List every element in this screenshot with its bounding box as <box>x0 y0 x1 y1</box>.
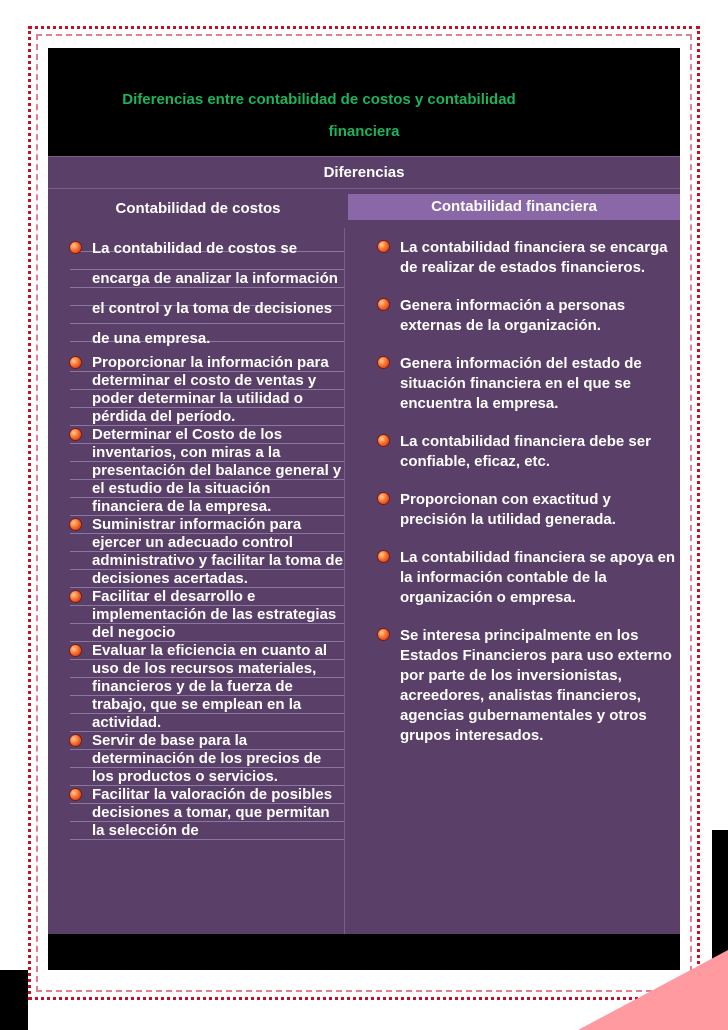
list-item <box>378 296 680 336</box>
title-line-1: Diferencias entre contabilidad de costos y contabilidad <box>122 91 516 108</box>
section-label: Diferencias <box>323 164 405 181</box>
list-item <box>378 490 680 530</box>
document-title <box>48 84 680 148</box>
list-item <box>70 732 344 786</box>
content-panel <box>48 48 680 970</box>
list-item <box>378 238 680 278</box>
bullet-icon <box>70 519 81 530</box>
list-item <box>70 516 344 588</box>
list-item <box>70 588 344 642</box>
right-item-text: La contabilidad financiera debe ser confiable, eficaz, etc. <box>400 433 651 470</box>
bullet-icon <box>378 299 389 310</box>
bullet-icon <box>378 629 389 640</box>
bullet-icon <box>378 357 389 368</box>
list-item <box>378 354 680 414</box>
list-item <box>70 426 344 516</box>
bullet-icon <box>70 429 81 440</box>
list-item <box>70 642 344 732</box>
bullet-icon <box>70 735 81 746</box>
comparison-body <box>48 228 680 934</box>
right-item-text: Genera información a personas externas de la organización. <box>400 297 626 334</box>
list-item <box>70 354 344 426</box>
bullet-icon <box>378 493 389 504</box>
right-item-text: Proporcionan con exactitud y precisión la utilidad generada. <box>400 491 616 528</box>
bullet-icon <box>378 241 389 252</box>
bullet-icon <box>70 789 81 800</box>
left-item-text: Suministrar información para ejercer un adecuado control administrativo y facilitar la toma de decisiones acertadas. <box>92 516 343 587</box>
bullet-icon <box>70 645 81 656</box>
left-item-text: Servir de base para la determinación de los precios de los productos o servicios. <box>92 732 322 785</box>
list-item <box>378 626 680 746</box>
list-item <box>70 786 344 840</box>
bullet-icon <box>378 551 389 562</box>
left-item-text: Evaluar la eficiencia en cuanto al uso de los recursos materiales, financieros y de la fuerza de trabajo, que se emplean en la actividad. <box>92 642 328 731</box>
right-item-text: La contabilidad financiera se encarga de realizar de estados financieros. <box>400 239 668 276</box>
left-item-text: Facilitar la valoración de posibles decisiones a tomar, que permitan la selección de <box>92 786 333 839</box>
bullet-icon <box>70 357 81 368</box>
left-item-text: Facilitar el desarrollo e implementación de las estrategias del negocio <box>92 588 337 641</box>
left-item-text: La contabilidad de costos se encarga de analizar la información el control y la toma de decisiones de una empresa. <box>92 240 338 347</box>
page-curl-corner <box>578 950 728 1030</box>
right-column-list <box>378 238 680 764</box>
bullet-icon <box>378 435 389 446</box>
list-item <box>70 234 344 354</box>
left-item-text: Proporcionar la información para determinar el costo de ventas y poder determinar la utilidad o pérdida del período. <box>92 354 329 425</box>
left-item-text: Determinar el Costo de los inventarios, con miras a la presentación del balance general y el estudio de la situación financiera de la empresa. <box>92 426 342 515</box>
left-column-header: Contabilidad de costos <box>115 200 281 217</box>
right-item-text: Se interesa principalmente en los Estados Financieros para uso externo por parte de los inversionistas, acreedores, analistas financieros, agencias gubernamentales y otros grupos interesados. <box>400 627 672 744</box>
list-item <box>378 548 680 608</box>
right-item-text: Genera información del estado de situación financiera en el que se encuentra la empresa. <box>400 355 642 412</box>
bullet-icon <box>70 242 81 253</box>
bullet-icon <box>70 591 81 602</box>
title-line-2: financiera <box>328 123 400 140</box>
section-label-band <box>48 156 680 188</box>
right-item-text: La contabilidad financiera se apoya en la información contable de la organización o empresa. <box>400 549 676 606</box>
left-black-tab <box>0 970 28 1030</box>
list-item <box>378 432 680 472</box>
column-divider <box>344 228 345 934</box>
page-number: 2 <box>658 933 676 973</box>
right-column-header: Contabilidad financiera <box>348 194 680 220</box>
left-column-list <box>70 234 344 840</box>
